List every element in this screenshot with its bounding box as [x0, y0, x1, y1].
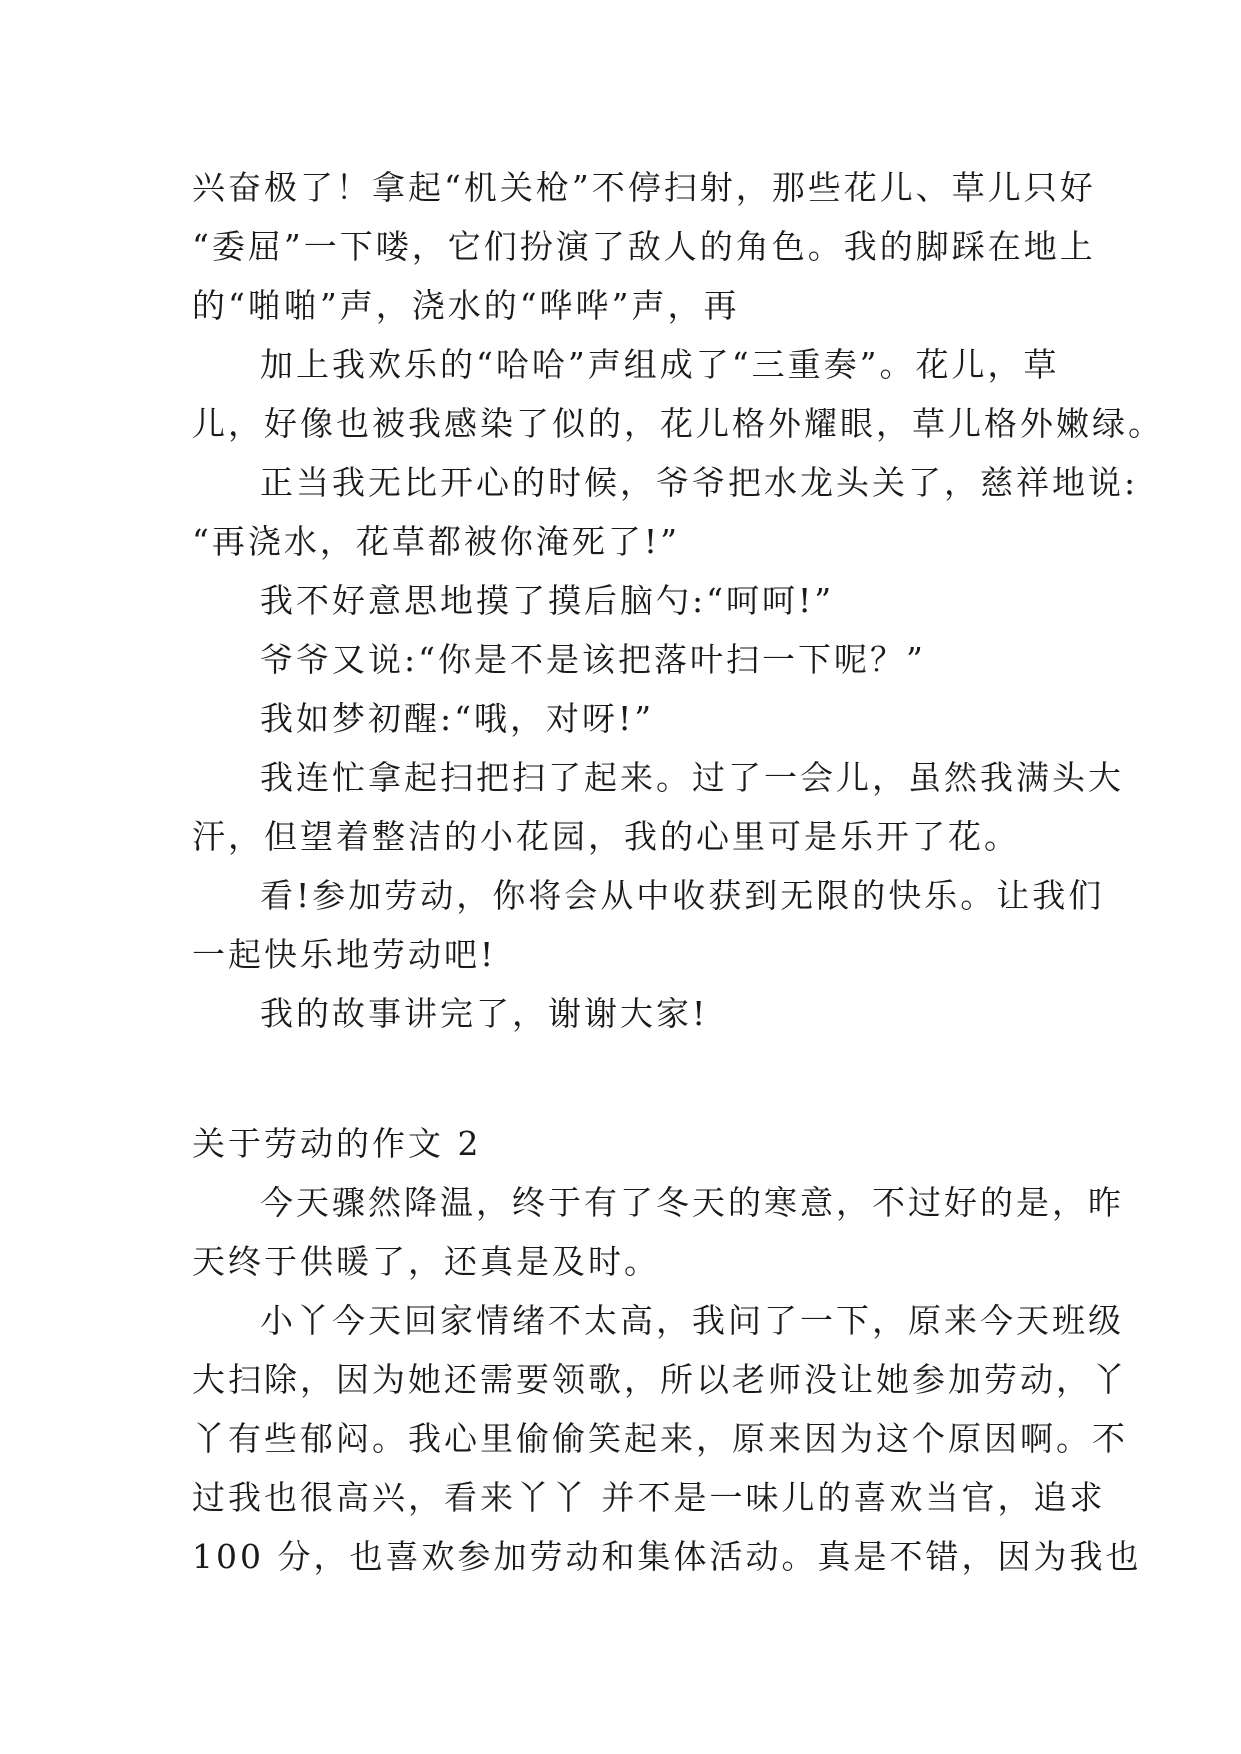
- paragraph-line: 看!参加劳动，你将会从中收获到无限的快乐。让我们: [260, 876, 1105, 915]
- paragraph-line: 天终于供暖了，还真是及时。: [192, 1242, 660, 1281]
- section-gap: [192, 1043, 1052, 1114]
- paragraph-line: 爷爷又说:“你是不是该把落叶扫一下呢？”: [260, 640, 926, 679]
- paragraph-line: “委屈”一下喽，它们扮演了敌人的角色。我的脚踩在地上: [192, 227, 1096, 266]
- paragraph-line: 的“啪啪”声，浇水的“哗哗”声，再: [192, 286, 740, 325]
- paragraph-line: 我如梦初醒:“哦，对呀!”: [260, 699, 655, 738]
- paragraph-line: 加上我欢乐的“哈哈”声组成了“三重奏”。花儿，草: [260, 345, 1060, 384]
- paragraph-line: 丫有些郁闷。我心里偷偷笑起来，原来因为这个原因啊。不: [192, 1419, 1128, 1458]
- paragraph-line: 100 分，也喜欢参加劳动和集体活动。真是不错，因为我也: [192, 1537, 1142, 1576]
- document-body: [192, 158, 1164, 1586]
- paragraph-line: 过我也很高兴，看来丫丫 并不是一味儿的喜欢当官，追求: [192, 1478, 1106, 1517]
- paragraph-line: 兴奋极了！拿起“机关枪”不停扫射，那些花儿、草儿只好: [192, 168, 1096, 207]
- paragraph-line: 儿，好像也被我感染了似的，花儿格外耀眼，草儿格外嫩绿。: [192, 404, 1164, 443]
- section-title: 关于劳动的作文 2: [192, 1124, 482, 1163]
- paragraph-line: 汗，但望着整洁的小花园，我的心里可是乐开了花。: [192, 817, 1020, 856]
- paragraph-line: 我不好意思地摸了摸后脑勺:“呵呵!”: [260, 581, 835, 620]
- paragraph-line: 一起快乐地劳动吧!: [192, 935, 497, 974]
- paragraph-line: “再浇水，花草都被你淹死了!”: [192, 522, 681, 561]
- paragraph-line: 我连忙拿起扫把扫了起来。过了一会儿，虽然我满头大: [260, 758, 1124, 797]
- paragraph-line: 大扫除，因为她还需要领歌，所以老师没让她参加劳动，丫: [192, 1360, 1128, 1399]
- paragraph-line: 今天骤然降温，终于有了冬天的寒意，不过好的是，昨: [260, 1183, 1124, 1222]
- paragraph-line: 小丫今天回家情绪不太高，我问了一下，原来今天班级: [260, 1301, 1124, 1340]
- paragraph-line: 我的故事讲完了，谢谢大家!: [260, 994, 709, 1033]
- paragraph-line: 正当我无比开心的时候，爷爷把水龙头关了，慈祥地说:: [260, 463, 1139, 502]
